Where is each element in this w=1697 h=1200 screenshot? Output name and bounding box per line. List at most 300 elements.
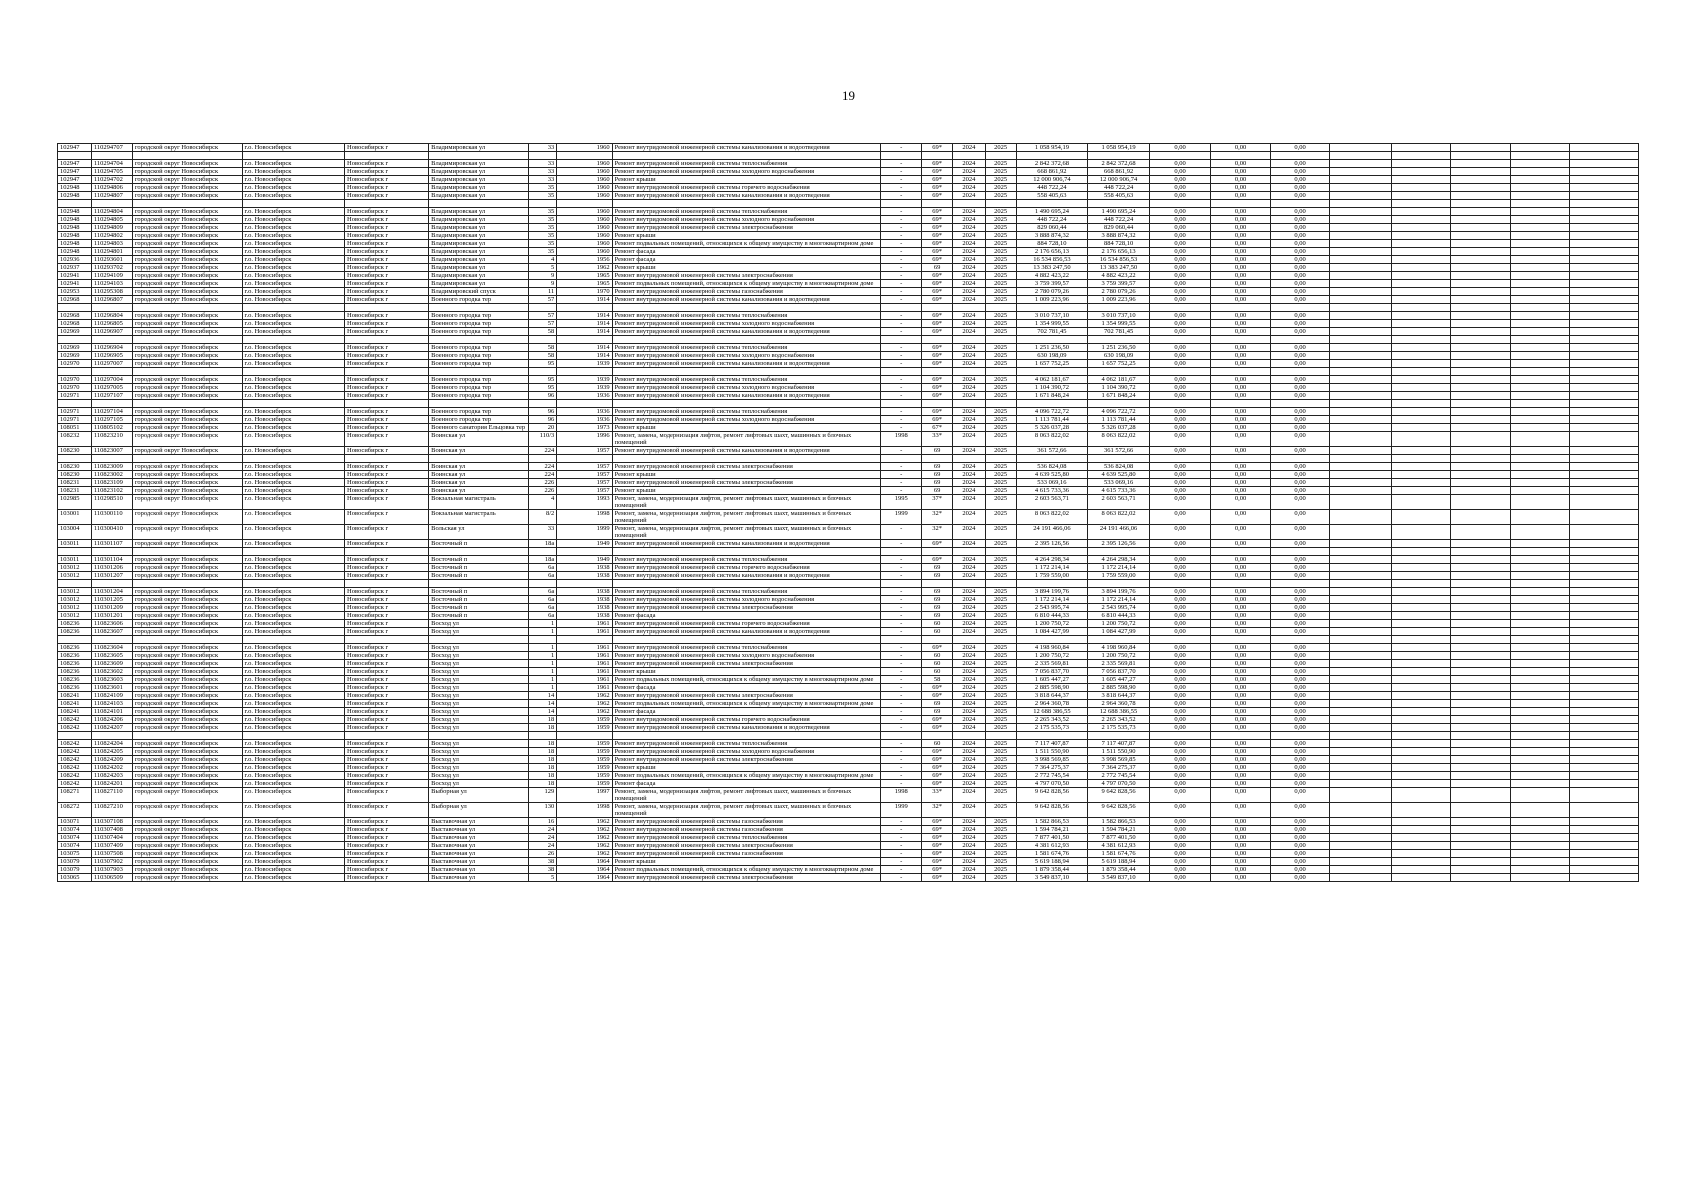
- table-cell: 0,00: [1211, 858, 1270, 866]
- table-cell: [1510, 628, 1569, 636]
- table-cell: [1570, 240, 1639, 248]
- table-cell: [1330, 336, 1392, 344]
- table-cell: 1962: [557, 850, 612, 858]
- table-cell: г.о. Новосибирск: [242, 224, 345, 232]
- table-cell: [58, 548, 92, 556]
- table-cell: 69*: [922, 328, 953, 336]
- table-cell: 103011: [58, 556, 92, 564]
- table-cell: 0,00: [1149, 510, 1211, 525]
- table-cell: 226: [528, 479, 557, 487]
- table-cell: [1391, 224, 1450, 232]
- table-cell: 0,00: [1211, 826, 1270, 834]
- table-cell: городской округ Новосибирск: [132, 628, 242, 636]
- table-cell: Ремонт, замена, модернизация лифтов, ремонт лифтовых шахт, машинных и блочных помещений: [612, 510, 881, 525]
- table-cell: 35: [528, 208, 557, 216]
- table-cell: 0,00: [1211, 408, 1270, 416]
- table-cell: 0,00: [1211, 384, 1270, 392]
- table-cell: 69: [922, 471, 953, 479]
- table-cell: [91, 368, 132, 376]
- table-cell: г.о. Новосибирск: [242, 612, 345, 620]
- table-cell: городской округ Новосибирск: [132, 620, 242, 628]
- table-cell: [1570, 328, 1639, 336]
- table-cell: 1957: [557, 463, 612, 471]
- table-cell: 0,00: [1270, 176, 1329, 184]
- table-cell: 0,00: [1149, 424, 1211, 432]
- table-cell: 630 198,09: [1016, 352, 1088, 360]
- table-cell: [1510, 660, 1569, 668]
- table-cell: 1973: [557, 424, 612, 432]
- table-cell: Новосибирск г: [345, 160, 429, 168]
- table-cell: г.о. Новосибирск: [242, 168, 345, 176]
- table-cell: Новосибирск г: [345, 392, 429, 400]
- table-cell: 69: [922, 479, 953, 487]
- table-cell: г.о. Новосибирск: [242, 764, 345, 772]
- table-cell: 4 615 733,36: [1016, 487, 1088, 495]
- table-cell: [1451, 304, 1510, 312]
- table-cell: Ремонт внутридомовой инженерной системы канализования и водоотведения: [612, 572, 881, 580]
- table-cell: [1330, 368, 1392, 376]
- table-cell: 69: [922, 564, 953, 572]
- table-cell: [242, 400, 345, 408]
- table-cell: 1914: [557, 296, 612, 304]
- table-cell: -: [881, 842, 922, 850]
- table-cell: 3 894 199,76: [1088, 588, 1150, 596]
- table-cell: 0,00: [1211, 764, 1270, 772]
- table-cell: [1391, 184, 1450, 192]
- table-cell: 2 603 563,71: [1088, 495, 1150, 510]
- table-cell: [429, 580, 528, 588]
- table-cell: 69*: [922, 176, 953, 184]
- table-cell: [1451, 376, 1510, 384]
- table-cell: [1330, 620, 1392, 628]
- table-cell: [1149, 368, 1211, 376]
- table-cell: 110294704: [91, 160, 132, 168]
- table-cell: 558 405,63: [1088, 192, 1150, 200]
- table-cell: [1330, 756, 1392, 764]
- table-cell: [58, 400, 92, 408]
- table-cell: 0,00: [1149, 240, 1211, 248]
- table-cell: 33*: [922, 432, 953, 447]
- table-cell: 1998: [881, 788, 922, 803]
- table-cell: [953, 368, 986, 376]
- table-cell: 18: [528, 748, 557, 756]
- table-cell: 2024: [953, 416, 986, 424]
- table-cell: [1510, 184, 1569, 192]
- table-cell: городской округ Новосибирск: [132, 842, 242, 850]
- table-row: [58, 644, 1639, 652]
- table-cell: [1451, 248, 1510, 256]
- table-cell: 0,00: [1270, 424, 1329, 432]
- table-cell: г.о. Новосибирск: [242, 272, 345, 280]
- table-cell: [528, 200, 557, 208]
- table-cell: 0,00: [1211, 866, 1270, 874]
- table-cell: Новосибирск г: [345, 144, 429, 152]
- table-cell: 0,00: [1211, 376, 1270, 384]
- table-cell: 69*: [922, 408, 953, 416]
- table-cell: [1330, 652, 1392, 660]
- table-cell: 102971: [58, 392, 92, 400]
- table-cell: городской округ Новосибирск: [132, 479, 242, 487]
- table-cell: 1961: [557, 668, 612, 676]
- table-cell: 0,00: [1149, 471, 1211, 479]
- table-cell: 1938: [557, 572, 612, 580]
- table-cell: 2024: [953, 660, 986, 668]
- table-cell: 0,00: [1211, 684, 1270, 692]
- table-cell: 4 264 298,34: [1016, 556, 1088, 564]
- table-cell: 2024: [953, 192, 986, 200]
- table-cell: [1391, 772, 1450, 780]
- table-cell: 1 058 954,19: [1088, 144, 1150, 152]
- table-cell: Ремонт внутридомовой инженерной системы канализования и водоотведения: [612, 628, 881, 636]
- table-row: [58, 850, 1639, 858]
- table-cell: 0,00: [1149, 288, 1211, 296]
- table-cell: [1330, 328, 1392, 336]
- table-cell: 2 780 079,26: [1088, 288, 1150, 296]
- table-cell: 108242: [58, 740, 92, 748]
- table-cell: 0,00: [1270, 192, 1329, 200]
- table-cell: 0,00: [1149, 296, 1211, 304]
- table-cell: Новосибирск г: [345, 716, 429, 724]
- table-cell: [1510, 842, 1569, 850]
- table-cell: 0,00: [1211, 447, 1270, 455]
- table-cell: [1570, 447, 1639, 455]
- table-cell: [132, 455, 242, 463]
- table-cell: Выставочная ул: [429, 834, 528, 842]
- table-cell: 0,00: [1149, 224, 1211, 232]
- table-cell: 1 084 427,99: [1016, 628, 1088, 636]
- table-cell: 4 639 525,80: [1016, 471, 1088, 479]
- table-cell: 2 175 535,73: [1016, 724, 1088, 732]
- table-cell: Ремонт внутридомовой инженерной системы электроснабжения: [612, 874, 881, 882]
- table-cell: 3 894 199,76: [1016, 588, 1088, 596]
- table-cell: [1330, 764, 1392, 772]
- table-cell: 2024: [953, 216, 986, 224]
- table-cell: Новосибирск г: [345, 572, 429, 580]
- table-cell: 2024: [953, 525, 986, 540]
- table-cell: [1570, 676, 1639, 684]
- table-cell: 2025: [985, 232, 1016, 240]
- table-cell: 1: [528, 644, 557, 652]
- table-cell: 6 810 444,33: [1088, 612, 1150, 620]
- table-cell: 0,00: [1211, 248, 1270, 256]
- table-cell: 533 069,16: [1016, 479, 1088, 487]
- table-cell: 2025: [985, 803, 1016, 818]
- table-cell: Ремонт, замена, модернизация лифтов, ремонт лифтовых шахт, машинных и блочных помещений: [612, 788, 881, 803]
- table-cell: 0,00: [1211, 556, 1270, 564]
- table-cell: 103079: [58, 858, 92, 866]
- table-cell: г.о. Новосибирск: [242, 463, 345, 471]
- table-cell: 2024: [953, 684, 986, 692]
- table-cell: городской округ Новосибирск: [132, 424, 242, 432]
- table-cell: 0,00: [1149, 692, 1211, 700]
- table-cell: 2025: [985, 612, 1016, 620]
- table-spacer-row: [58, 580, 1639, 588]
- table-cell: 0,00: [1270, 780, 1329, 788]
- table-cell: Ремонт подвальных помещений, относящихся к общему имуществу в многоквартирном доме: [612, 700, 881, 708]
- table-cell: [1149, 636, 1211, 644]
- table-cell: Выставочная ул: [429, 842, 528, 850]
- table-cell: [1330, 463, 1392, 471]
- table-cell: Ремонт внутридомовой инженерной системы холодного водоснабжения: [612, 168, 881, 176]
- table-cell: Ремонт внутридомовой инженерной системы теплоснабжения: [612, 834, 881, 842]
- table-cell: [1391, 684, 1450, 692]
- table-cell: [1570, 724, 1639, 732]
- table-cell: [1570, 826, 1639, 834]
- table-cell: 24 191 466,06: [1016, 525, 1088, 540]
- table-cell: 0,00: [1211, 288, 1270, 296]
- table-cell: [1510, 732, 1569, 740]
- table-cell: [1330, 748, 1392, 756]
- table-cell: [1451, 144, 1510, 152]
- table-cell: -: [881, 684, 922, 692]
- table-cell: 6а: [528, 612, 557, 620]
- table-cell: Военного городка тер: [429, 408, 528, 416]
- table-cell: 0,00: [1270, 596, 1329, 604]
- table-cell: [429, 336, 528, 344]
- table-cell: [1330, 144, 1392, 152]
- table-cell: 1 200 750,72: [1088, 620, 1150, 628]
- table-row: [58, 256, 1639, 264]
- table-row: [58, 556, 1639, 564]
- table-cell: [1510, 152, 1569, 160]
- table-cell: 69*: [922, 256, 953, 264]
- table-cell: 0,00: [1270, 256, 1329, 264]
- table-cell: 0,00: [1149, 256, 1211, 264]
- table-cell: Владимировская ул: [429, 160, 528, 168]
- table-cell: городской округ Новосибирск: [132, 644, 242, 652]
- table-cell: Новосибирск г: [345, 620, 429, 628]
- table-cell: 110823102: [91, 487, 132, 495]
- table-cell: [1570, 803, 1639, 818]
- table-row: [58, 756, 1639, 764]
- table-cell: 2025: [985, 652, 1016, 660]
- table-cell: 2025: [985, 272, 1016, 280]
- table-cell: 110307409: [91, 842, 132, 850]
- table-cell: г.о. Новосибирск: [242, 818, 345, 826]
- table-cell: [1451, 328, 1510, 336]
- table-cell: 26: [528, 850, 557, 858]
- table-cell: 1 582 866,53: [1088, 818, 1150, 826]
- table-cell: 0,00: [1149, 748, 1211, 756]
- table-cell: [1330, 564, 1392, 572]
- table-cell: 2024: [953, 248, 986, 256]
- table-cell: 110297007: [91, 360, 132, 368]
- table-cell: [1391, 572, 1450, 580]
- table-cell: 0,00: [1211, 596, 1270, 604]
- table-cell: 2024: [953, 280, 986, 288]
- table-cell: 18а: [528, 556, 557, 564]
- table-cell: 2024: [953, 232, 986, 240]
- table-cell: 108242: [58, 780, 92, 788]
- table-cell: 2025: [985, 540, 1016, 548]
- table-cell: 110294707: [91, 144, 132, 152]
- table-cell: 0,00: [1211, 296, 1270, 304]
- table-cell: [1510, 336, 1569, 344]
- table-cell: 14: [528, 708, 557, 716]
- table-cell: 2024: [953, 668, 986, 676]
- table-cell: Восход ул: [429, 676, 528, 684]
- table-cell: Новосибирск г: [345, 320, 429, 328]
- table-cell: [1510, 296, 1569, 304]
- table-cell: 0,00: [1149, 408, 1211, 416]
- table-cell: -: [881, 168, 922, 176]
- table-cell: 110294109: [91, 272, 132, 280]
- table-cell: [345, 336, 429, 344]
- table-cell: [612, 304, 881, 312]
- table-cell: [1510, 471, 1569, 479]
- table-cell: [345, 368, 429, 376]
- table-cell: [132, 368, 242, 376]
- table-cell: 1939: [557, 376, 612, 384]
- table-cell: г.о. Новосибирск: [242, 788, 345, 803]
- table-cell: Воинская ул: [429, 479, 528, 487]
- table-cell: [1330, 416, 1392, 424]
- table-cell: г.о. Новосибирск: [242, 232, 345, 240]
- table-cell: 14: [528, 700, 557, 708]
- table-cell: Владимировская ул: [429, 280, 528, 288]
- table-cell: 3 818 644,37: [1088, 692, 1150, 700]
- table-cell: 110824103: [91, 700, 132, 708]
- table-cell: [1391, 216, 1450, 224]
- table-cell: 103011: [58, 540, 92, 548]
- table-cell: [1451, 834, 1510, 842]
- table-cell: [1510, 620, 1569, 628]
- table-cell: 0,00: [1149, 668, 1211, 676]
- table-cell: 103074: [58, 834, 92, 842]
- table-cell: [91, 152, 132, 160]
- table-cell: 0,00: [1270, 612, 1329, 620]
- table-cell: Ремонт крыши: [612, 858, 881, 866]
- table-cell: -: [881, 224, 922, 232]
- table-cell: [1510, 248, 1569, 256]
- table-cell: Новосибирск г: [345, 288, 429, 296]
- table-cell: [1451, 280, 1510, 288]
- table-cell: [1149, 152, 1211, 160]
- table-cell: 1959: [557, 772, 612, 780]
- table-cell: 2 885 598,90: [1016, 684, 1088, 692]
- table-row: [58, 272, 1639, 280]
- table-cell: [1570, 834, 1639, 842]
- table-cell: [1330, 312, 1392, 320]
- table-cell: [345, 200, 429, 208]
- table-cell: -: [881, 874, 922, 882]
- table-cell: Вокзальная магистраль: [429, 510, 528, 525]
- table-cell: Выставочная ул: [429, 818, 528, 826]
- table-cell: 1939: [557, 384, 612, 392]
- table-cell: 1 009 223,96: [1088, 296, 1150, 304]
- table-cell: 129: [528, 788, 557, 803]
- table-cell: Ремонт внутридомовой инженерной системы теплоснабжения: [612, 588, 881, 596]
- table-cell: [1391, 288, 1450, 296]
- table-cell: 3 888 874,32: [1016, 232, 1088, 240]
- table-cell: городской округ Новосибирск: [132, 826, 242, 834]
- table-cell: 110294806: [91, 184, 132, 192]
- table-cell: 0,00: [1211, 510, 1270, 525]
- table-cell: [953, 580, 986, 588]
- table-cell: 0,00: [1149, 644, 1211, 652]
- table-cell: г.о. Новосибирск: [242, 288, 345, 296]
- table-cell: Ремонт подвальных помещений, относящихся к общему имуществу в многоквартирном доме: [612, 240, 881, 248]
- table-cell: 1 354 999,55: [1016, 320, 1088, 328]
- table-spacer-row: [58, 548, 1639, 556]
- table-cell: 0,00: [1270, 288, 1329, 296]
- table-cell: -: [881, 487, 922, 495]
- table-cell: 2 885 598,90: [1088, 684, 1150, 692]
- table-cell: 4 096 722,72: [1088, 408, 1150, 416]
- table-cell: -: [881, 620, 922, 628]
- table-cell: 1996: [557, 432, 612, 447]
- table-cell: [1510, 692, 1569, 700]
- table-cell: [1451, 416, 1510, 424]
- table-cell: 7 056 837,70: [1016, 668, 1088, 676]
- table-cell: [1451, 312, 1510, 320]
- table-cell: [1451, 479, 1510, 487]
- table-cell: г.о. Новосибирск: [242, 740, 345, 748]
- table-cell: [612, 548, 881, 556]
- table-cell: 2024: [953, 320, 986, 328]
- table-cell: г.о. Новосибирск: [242, 376, 345, 384]
- table-cell: [1391, 432, 1450, 447]
- table-cell: -: [881, 264, 922, 272]
- table-cell: Ремонт внутридомовой инженерной системы канализования и водоотведения: [612, 328, 881, 336]
- table-cell: 110301204: [91, 588, 132, 596]
- table-cell: 2025: [985, 660, 1016, 668]
- table-cell: г.о. Новосибирск: [242, 424, 345, 432]
- table-cell: 0,00: [1149, 184, 1211, 192]
- table-cell: [1391, 564, 1450, 572]
- table-cell: [1330, 866, 1392, 874]
- table-cell: городской округ Новосибирск: [132, 376, 242, 384]
- table-cell: 0,00: [1211, 208, 1270, 216]
- table-cell: 102948: [58, 248, 92, 256]
- table-cell: 2025: [985, 818, 1016, 826]
- table-cell: г.о. Новосибирск: [242, 842, 345, 850]
- table-cell: [1330, 168, 1392, 176]
- table-cell: -: [881, 756, 922, 764]
- table-cell: 69*: [922, 416, 953, 424]
- table-cell: [345, 152, 429, 160]
- table-cell: 20: [528, 424, 557, 432]
- table-cell: -: [881, 447, 922, 455]
- table-cell: [1391, 788, 1450, 803]
- table-cell: [1330, 432, 1392, 447]
- table-cell: 5 619 188,94: [1016, 858, 1088, 866]
- table-cell: 1960: [557, 160, 612, 168]
- table-row: [58, 716, 1639, 724]
- table-cell: [1510, 208, 1569, 216]
- table-cell: [1451, 772, 1510, 780]
- table-cell: г.о. Новосибирск: [242, 834, 345, 842]
- table-cell: [1088, 548, 1150, 556]
- table-cell: 69*: [922, 850, 953, 858]
- table-cell: 2024: [953, 772, 986, 780]
- table-cell: 1914: [557, 320, 612, 328]
- table-cell: Военного городка тер: [429, 416, 528, 424]
- table-cell: 103074: [58, 842, 92, 850]
- table-cell: [1330, 588, 1392, 596]
- table-cell: [1510, 232, 1569, 240]
- table-cell: 2 964 360,78: [1088, 700, 1150, 708]
- table-cell: г.о. Новосибирск: [242, 160, 345, 168]
- table-cell: 0,00: [1211, 344, 1270, 352]
- table-cell: 69*: [922, 360, 953, 368]
- table-cell: 2024: [953, 756, 986, 764]
- table-cell: [242, 580, 345, 588]
- table-cell: 9 642 828,56: [1088, 803, 1150, 818]
- table-cell: 2025: [985, 479, 1016, 487]
- table-cell: [1451, 748, 1510, 756]
- table-cell: 0,00: [1211, 604, 1270, 612]
